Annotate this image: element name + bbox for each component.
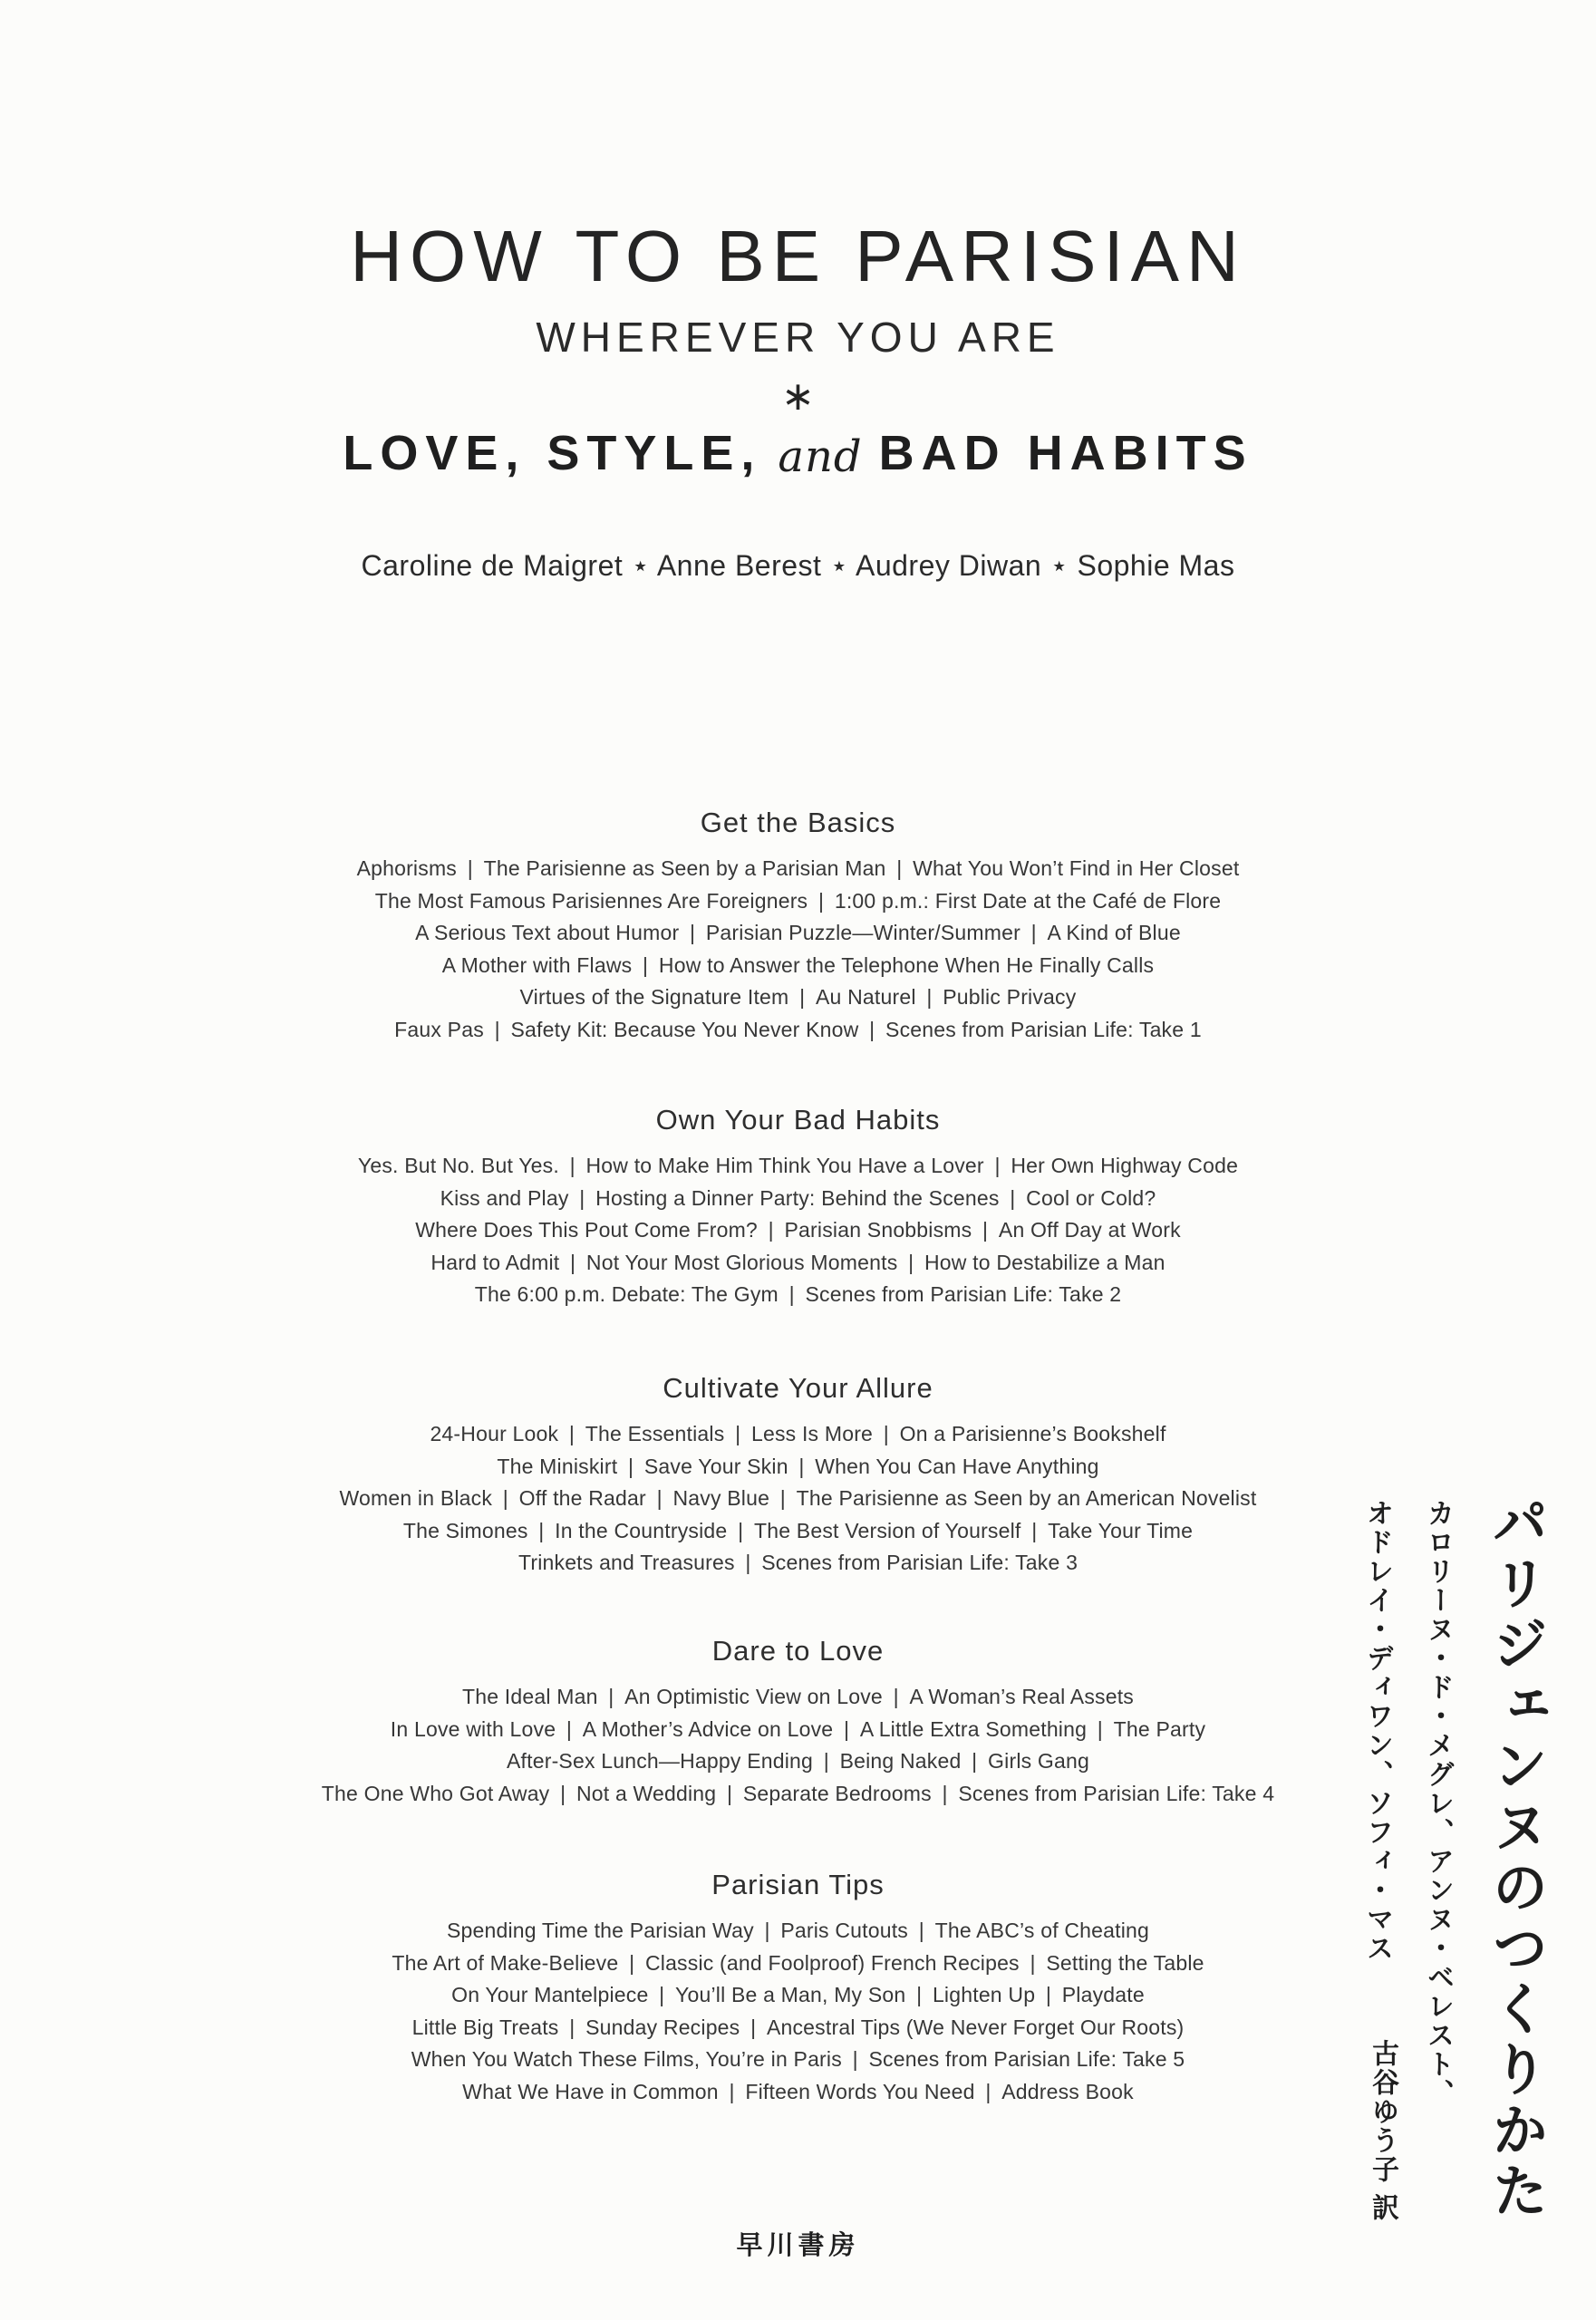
star-divider-icon: ∗ (781, 373, 815, 420)
toc-line: Faux Pas | Safety Kit: Because You Never Know | Scenes from Parisian Life: Take 1 (394, 1017, 1202, 1041)
tagline-part1: LOVE, STYLE, (343, 426, 762, 480)
toc-line: The Simones | In the Countryside | The Best Version of Yourself | Take Your Time (402, 1518, 1194, 1542)
toc-line: When You Watch These Films, You’re in Paris | Scenes from Parisian Life: Take 5 (411, 2047, 1185, 2071)
book-subtitle: WHEREVER YOU ARE (536, 314, 1060, 361)
toc-line: 24-Hour Look | The Essentials | Less Is More | On a Parisienne’s Bookshelf (430, 1422, 1166, 1445)
japanese-authors-column-1: カロリーヌ・ド・メグレ、アンヌ・ベレスト、 (1423, 1499, 1453, 2108)
toc-heading: Cultivate Your Allure (663, 1372, 933, 1404)
toc-line: Hard to Admit | Not Your Most Glorious Moments | How to Destabilize a Man (430, 1250, 1166, 1274)
japanese-authors-column-2: オドレイ・ディワン、ソフィ・マス (1362, 1499, 1392, 1963)
tagline-part2: BAD HABITS (878, 426, 1253, 480)
authors-line: Caroline de Maigret ⋆ Anne Berest ⋆ Audrey Diwan ⋆ Sophie Mas (361, 549, 1235, 582)
toc-line: The Ideal Man | An Optimistic View on Love | A Woman’s Real Assets (461, 1685, 1135, 1708)
toc-line: Yes. But No. But Yes. | How to Make Him Think You Have a Lover | Her Own Highway Code (357, 1154, 1239, 1177)
toc-line: Aphorisms | The Parisienne as Seen by a Parisian Man | What You Won’t Find in Her Closet (356, 856, 1240, 880)
toc-line: After-Sex Lunch—Happy Ending | Being Naked | Girls Gang (507, 1749, 1089, 1773)
toc-line: A Mother with Flaws | How to Answer the Telephone When He Finally Calls (441, 952, 1155, 977)
toc-line: Little Big Treats | Sunday Recipes | Ancestral Tips (We Never Forget Our Roots) (411, 2015, 1185, 2039)
toc-line: The 6:00 p.m. Debate: The Gym | Scenes from Parisian Life: Take 2 (474, 1282, 1122, 1306)
toc-heading: Own Your Bad Habits (655, 1104, 941, 1136)
toc-line: Trinkets and Treasures | Scenes from Parisian Life: Take 3 (517, 1551, 1079, 1574)
toc-line: Where Does This Pout Come From? | Parisian Snobbisms | An Off Day at Work (415, 1218, 1181, 1242)
tagline-and-script: and (778, 431, 863, 482)
japanese-title-vertical: パリジェンヌのつくりかた (1484, 1494, 1546, 2222)
toc-heading: Parisian Tips (711, 1869, 885, 1900)
toc-line: Virtues of the Signature Item | Au Naturel | Public Privacy (519, 985, 1077, 1009)
toc-line: What We Have in Common | Fifteen Words You Need | Address Book (462, 2079, 1134, 2103)
toc-line: The Most Famous Parisiennes Are Foreigners | 1:00 p.m.: First Date at the Café de Flore (374, 888, 1222, 913)
toc-line: The One Who Got Away | Not a Wedding | Separate Bedrooms | Scenes from Parisian Life: Take 4 (321, 1781, 1275, 1805)
japanese-translator-credit: 古谷ゆう子 訳 (1368, 2039, 1398, 2223)
toc-heading: Dare to Love (711, 1635, 885, 1667)
toc-line: The Art of Make-Believe | Classic (and Foolproof) French Recipes | Setting the Table (392, 1950, 1204, 1975)
toc-line: Kiss and Play | Hosting a Dinner Party: Behind the Scenes | Cool or Cold? (440, 1185, 1156, 1210)
toc-line: A Serious Text about Humor | Parisian Puzzle—Winter/Summer | A Kind of Blue (415, 921, 1181, 944)
toc-line: On Your Mantelpiece | You’ll Be a Man, My Son | Lighten Up | Playdate (451, 1983, 1145, 2006)
book-tagline (0, 426, 1596, 482)
toc-section-own-your-bad-habits (0, 1103, 1596, 1311)
toc-line: Women in Black | Off the Radar | Navy Blue | The Parisienne as Seen by an American Novelist (339, 1486, 1257, 1510)
book-title: HOW TO BE PARISIAN (350, 216, 1246, 296)
publisher-logotype: 早川書房 (736, 2231, 860, 2260)
toc-line: Spending Time the Parisian Way | Paris Cutouts | The ABC’s of Cheating (446, 1919, 1150, 1942)
toc-section-get-the-basics (0, 806, 1596, 1046)
toc-line: In Love with Love | A Mother’s Advice on Love | A Little Extra Something | The Party (390, 1716, 1206, 1741)
toc-heading: Get the Basics (700, 807, 896, 838)
toc-line: The Miniskirt | Save Your Skin | When You Can Have Anything (497, 1454, 1099, 1478)
